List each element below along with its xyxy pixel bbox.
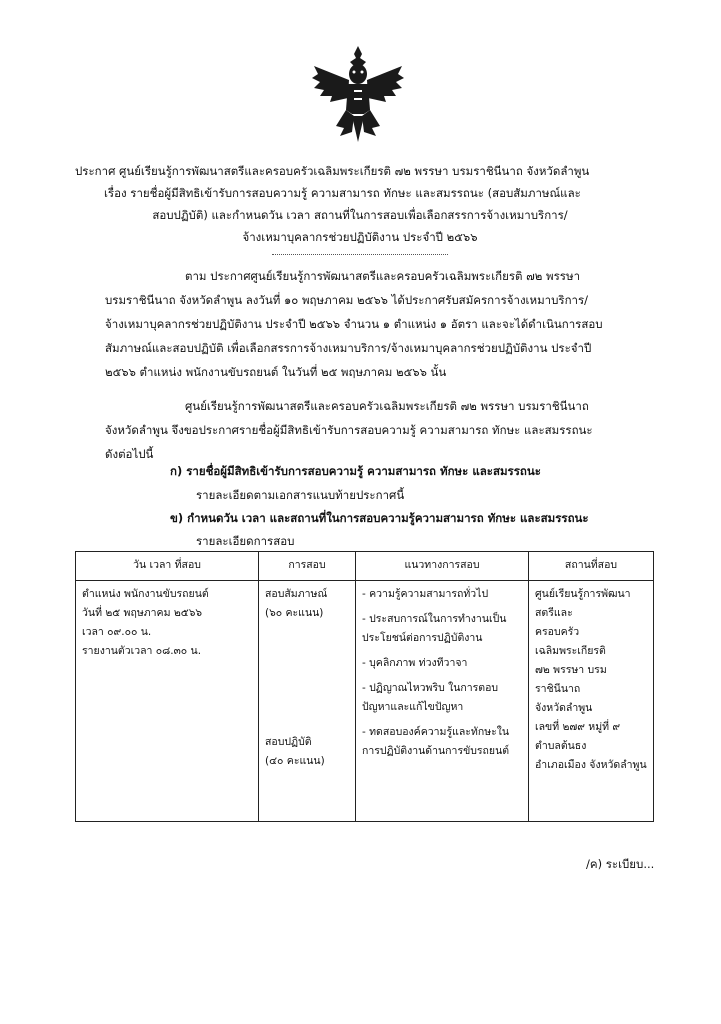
guideline-cell xyxy=(356,581,529,822)
guideline-text: - ประสบการณ์ในการทำงานเป็น xyxy=(362,613,507,625)
location-text: ๗๒ พรรษา บรมราชินีนาถ xyxy=(535,664,607,695)
header-location: สถานที่สอบ xyxy=(529,552,654,581)
time-text: เวลา ๐๙.๐๐ น. xyxy=(82,626,152,638)
date-text: วันที่ ๒๕ พฤษภาคม ๒๕๖๖ xyxy=(82,607,203,619)
item-b-detail: รายละเอียดการสอบ xyxy=(196,534,295,548)
continuation-note: /ค) ระเบียบ... xyxy=(586,857,655,871)
interview-label: สอบสัมภาษณ์ xyxy=(265,588,328,600)
exam-schedule-table xyxy=(75,551,654,822)
table-row xyxy=(76,581,654,822)
announcement-title: ประกาศ ศูนย์เรียนรู้การพัฒนาสตรีและครอบครัวเฉลิมพระเกียรติ ๗๒ พรรษา บรมราชินีนาถ จังหวัดลำพูน xyxy=(75,164,590,178)
datetime-cell xyxy=(76,581,259,822)
subject-line: เรื่อง รายชื่อผู้มีสิทธิเข้ารับการสอบความรู้ ความสามารถ ทักษะ และสมรรถนะ (สอบสัมภาษณ์และ xyxy=(104,186,581,200)
item-a-detail: รายละเอียดตามเอกสารแนบท้ายประกาศนี้ xyxy=(196,488,405,502)
exam-cell xyxy=(259,581,356,822)
list-item xyxy=(362,654,522,673)
item-a-title: ก) รายชื่อผู้มีสิทธิเข้ารับการสอบความรู้ ความสามารถ ทักษะ และสมรรถนะ xyxy=(170,464,541,478)
location-cell xyxy=(529,581,654,822)
location-text: จังหวัดลำพูน xyxy=(535,702,593,714)
para1-line: จ้างเหมาบุคลากรช่วยปฏิบัติงาน ประจำปี ๒๕๖๖ จำนวน ๑ ตำแหน่ง ๑ อัตรา และจะได้ดำเนินการสอบ xyxy=(105,317,603,331)
guideline-text: - ทดสอบองค์ความรู้และทักษะใน xyxy=(362,726,510,738)
location-text: อำเภอเมือง จังหวัดลำพูน xyxy=(535,759,647,771)
practical-score: (๔๐ คะแนน) xyxy=(265,755,325,767)
para1-line: บรมราชินีนาถ จังหวัดลำพูน ลงวันที่ ๑๐ พฤษภาคม ๒๕๖๖ ได้ประกาศรับสมัครการจ้างเหมาบริการ/ xyxy=(105,293,589,307)
divider xyxy=(272,254,448,255)
list-item xyxy=(362,723,522,761)
interview-score: (๖๐ คะแนน) xyxy=(265,607,324,619)
location-text: ครอบครัวเฉลิมพระเกียรติ xyxy=(535,626,606,657)
location-text: ศูนย์เรียนรู้การพัฒนาสตรีและ xyxy=(535,588,631,619)
header-exam: การสอบ xyxy=(259,552,356,581)
para1-line: ๒๕๖๖ ตำแหน่ง พนักงานขับรถยนต์ ในวันที่ ๒๕ พฤษภาคม ๒๕๖๖ นั้น xyxy=(105,365,447,379)
guideline-text: ปัญหาและแก้ไขปัญหา xyxy=(362,701,464,713)
para2-line: จังหวัดลำพูน จึงขอประกาศรายชื่อผู้มีสิทธิเข้ารับการสอบความรู้ ความสามารถ ทักษะ และสมรรถนะ xyxy=(105,423,593,437)
subject-line-3: จ้างเหมาบุคลากรช่วยปฏิบัติงาน ประจำปี ๒๕๖๖ xyxy=(242,230,478,244)
item-b-title: ข) กำหนดวัน เวลา และสถานที่ในการสอบความรู้ความสามารถ ทักษะ และสมรรถนะ xyxy=(170,511,589,525)
practical-label: สอบปฏิบัติ xyxy=(265,736,312,748)
para2-line: ศูนย์เรียนรู้การพัฒนาสตรีและครอบครัวเฉลิมพระเกียรติ ๗๒ พรรษา บรมราชินีนาถ xyxy=(185,399,589,413)
list-item xyxy=(362,610,522,648)
guideline-text: - บุคลิกภาพ ท่วงทีวาจา xyxy=(362,657,468,669)
guideline-text: ประโยชน์ต่อการปฏิบัติงาน xyxy=(362,632,483,644)
para2-line: ดังต่อไปนี้ xyxy=(105,447,154,461)
list-item xyxy=(362,679,522,717)
guideline-text: - ปฏิญาณไหวพริบ ในการตอบ xyxy=(362,682,499,694)
location-text: เลขที่ ๒๗๙ หมู่ที่ ๙ ตำบลต้นธง xyxy=(535,721,621,752)
table-header-row xyxy=(76,552,654,581)
subject-line-2: สอบปฏิบัติ) และกำหนดวัน เวลา สถานที่ในการสอบเพื่อเลือกสรรการจ้างเหมาบริการ/ xyxy=(152,208,568,222)
report-time-text: รายงานตัวเวลา ๐๘.๓๐ น. xyxy=(82,645,202,657)
header-guideline: แนวทางการสอบ xyxy=(356,552,529,581)
guideline-text: การปฏิบัติงานด้านการขับรถยนต์ xyxy=(362,745,510,757)
list-item xyxy=(362,585,522,604)
para1-line: ตาม ประกาศศูนย์เรียนรู้การพัฒนาสตรีและครอบครัวเฉลิมพระเกียรติ ๗๒ พรรษา xyxy=(185,269,581,283)
garuda-emblem xyxy=(310,44,406,144)
para1-line: สัมภาษณ์และสอบปฏิบัติ เพื่อเลือกสรรการจ้างเหมาบริการ/จ้างเหมาบุคลากรช่วยปฏิบัติงาน ประจำปี xyxy=(105,341,592,355)
header-datetime: วัน เวลา ที่สอบ xyxy=(76,552,259,581)
guideline-text: - ความรู้ความสามารถทั่วไป xyxy=(362,588,489,600)
position-text: ตำแหน่ง พนักงานขับรถยนต์ xyxy=(82,588,209,600)
